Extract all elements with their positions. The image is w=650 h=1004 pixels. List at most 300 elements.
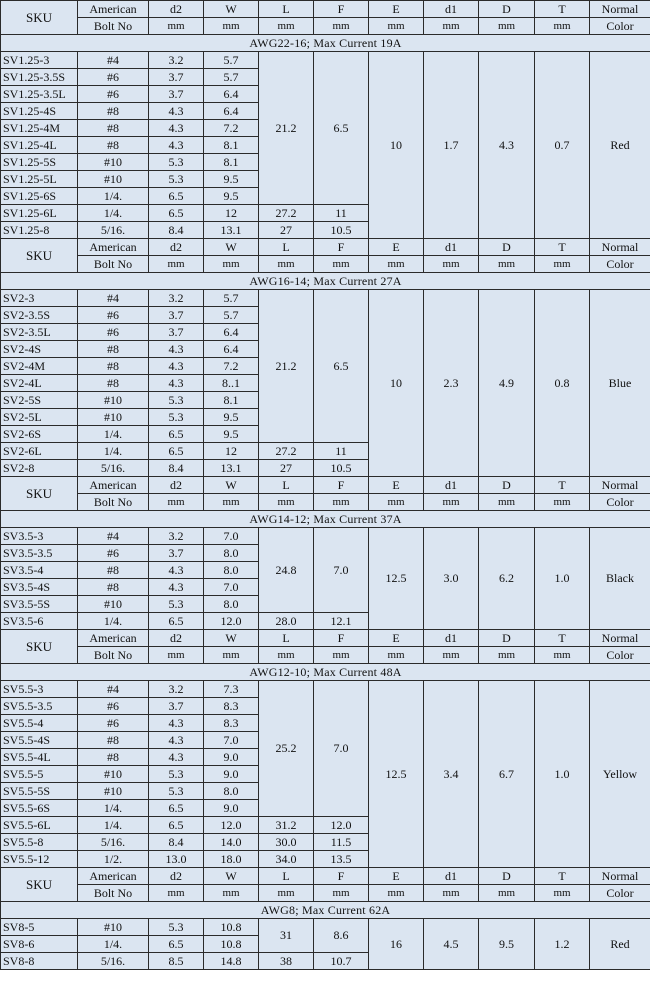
- cell-l: 28.0: [259, 613, 314, 630]
- cell-l: 30.0: [259, 834, 314, 851]
- header-d1: d1: [424, 630, 479, 647]
- cell-w: 13.1: [204, 460, 259, 477]
- cell-bolt: #6: [78, 698, 149, 715]
- cell-bolt: #8: [78, 732, 149, 749]
- cell-d2: 6.5: [149, 426, 204, 443]
- header-color: Color: [590, 885, 650, 902]
- cell-bolt: #10: [78, 171, 149, 188]
- cell-t: 1.2: [535, 919, 590, 970]
- header-w: W: [204, 1, 259, 18]
- header-f: F: [314, 477, 369, 494]
- header-unit-row: [1, 647, 650, 664]
- header-unit-e: mm: [369, 885, 424, 902]
- cell-bolt: #10: [78, 596, 149, 613]
- cell-color: Blue: [590, 290, 650, 477]
- cell-sku: SV8-6: [1, 936, 78, 953]
- cell-color: Red: [590, 52, 650, 239]
- cell-d2: 6.5: [149, 205, 204, 222]
- cell-sku: SV3.5-4S: [1, 579, 78, 596]
- cell-w: 12.0: [204, 817, 259, 834]
- cell-sku: SV2-4L: [1, 375, 78, 392]
- cell-w: 8.0: [204, 545, 259, 562]
- group-title: AWG22-16; Max Current 19A: [1, 35, 650, 52]
- group-title-row: [1, 273, 650, 290]
- cell-d2: 3.2: [149, 681, 204, 698]
- cell-sku: SV8-5: [1, 919, 78, 936]
- cell-sku: SV5.5-4: [1, 715, 78, 732]
- cell-bolt: #10: [78, 154, 149, 171]
- header-unit-w: mm: [204, 494, 259, 511]
- cell-f: 7.0: [314, 681, 369, 817]
- header-unit-d1: mm: [424, 18, 479, 35]
- cell-w: 5.7: [204, 307, 259, 324]
- cell-d1: 1.7: [424, 52, 479, 239]
- cell-l: 38: [259, 953, 314, 970]
- cell-w: 8.3: [204, 698, 259, 715]
- cell-f: 10.7: [314, 953, 369, 970]
- cell-d2: 8.5: [149, 953, 204, 970]
- header-f: F: [314, 868, 369, 885]
- header-unit-t: mm: [535, 494, 590, 511]
- cell-sku: SV5.5-4L: [1, 749, 78, 766]
- cell-f: 13.5: [314, 851, 369, 868]
- cell-w: 6.4: [204, 324, 259, 341]
- cell-e: 12.5: [369, 528, 424, 630]
- cell-bolt: #4: [78, 681, 149, 698]
- cell-d2: 6.5: [149, 188, 204, 205]
- cell-color: Red: [590, 919, 650, 970]
- group-title: AWG14-12; Max Current 37A: [1, 511, 650, 528]
- cell-d2: 5.3: [149, 783, 204, 800]
- cell-w: 8.0: [204, 783, 259, 800]
- cell-d2: 4.3: [149, 579, 204, 596]
- header-w: W: [204, 868, 259, 885]
- cell-f: 11: [314, 443, 369, 460]
- cell-bolt: #4: [78, 52, 149, 69]
- cell-l: 34.0: [259, 851, 314, 868]
- cell-sku: SV5.5-8: [1, 834, 78, 851]
- cell-bolt: #6: [78, 86, 149, 103]
- header-normal: Normal: [590, 630, 650, 647]
- cell-e: 10: [369, 290, 424, 477]
- cell-sku: SV2-3.5S: [1, 307, 78, 324]
- header-unit-l: mm: [259, 18, 314, 35]
- cell-d2: 4.3: [149, 358, 204, 375]
- cell-sku: SV2-6L: [1, 443, 78, 460]
- cell-d2: 6.5: [149, 613, 204, 630]
- cell-bolt: 1/4.: [78, 800, 149, 817]
- cell-d2: 5.3: [149, 766, 204, 783]
- header-unit-w: mm: [204, 256, 259, 273]
- cell-w: 12: [204, 205, 259, 222]
- header-unit-row: [1, 494, 650, 511]
- cell-d: 9.5: [479, 919, 535, 970]
- header-unit-d2: mm: [149, 494, 204, 511]
- group-title-row: [1, 902, 650, 919]
- cell-t: 1.0: [535, 528, 590, 630]
- header-unit-d1: mm: [424, 494, 479, 511]
- cell-sku: SV1.25-8: [1, 222, 78, 239]
- cell-sku: SV1.25-6S: [1, 188, 78, 205]
- cell-d2: 5.3: [149, 919, 204, 936]
- group-title-row: [1, 664, 650, 681]
- cell-f: 12.0: [314, 817, 369, 834]
- header-w: W: [204, 477, 259, 494]
- header-l: L: [259, 477, 314, 494]
- cell-bolt: #8: [78, 579, 149, 596]
- header-d: D: [479, 868, 535, 885]
- cell-bolt: 1/4.: [78, 426, 149, 443]
- header-t: T: [535, 239, 590, 256]
- cell-bolt: #8: [78, 103, 149, 120]
- cell-w: 9.0: [204, 766, 259, 783]
- group-title: AWG8; Max Current 62A: [1, 902, 650, 919]
- header-unit-l: mm: [259, 256, 314, 273]
- cell-w: 18.0: [204, 851, 259, 868]
- cell-sku: SV1.25-4L: [1, 137, 78, 154]
- header-unit-w: mm: [204, 18, 259, 35]
- cell-w: 14.0: [204, 834, 259, 851]
- cell-f: 7.0: [314, 528, 369, 613]
- cell-w: 7.2: [204, 358, 259, 375]
- header-unit-e: mm: [369, 647, 424, 664]
- table-row: [1, 52, 650, 69]
- cell-sku: SV3.5-4: [1, 562, 78, 579]
- cell-sku: SV3.5-3: [1, 528, 78, 545]
- header-d: D: [479, 477, 535, 494]
- header-american: American: [78, 868, 149, 885]
- cell-w: 5.7: [204, 290, 259, 307]
- cell-bolt: 5/16.: [78, 953, 149, 970]
- cell-d2: 8.4: [149, 834, 204, 851]
- header-color: Color: [590, 256, 650, 273]
- cell-w: 8.0: [204, 596, 259, 613]
- header-e: E: [369, 239, 424, 256]
- cell-w: 10.8: [204, 919, 259, 936]
- cell-f: 11: [314, 205, 369, 222]
- header-unit-e: mm: [369, 256, 424, 273]
- cell-d: 6.7: [479, 681, 535, 868]
- header-unit-d1: mm: [424, 647, 479, 664]
- cell-d2: 13.0: [149, 851, 204, 868]
- header-sku: SKU: [1, 239, 78, 273]
- header-unit-d1: mm: [424, 256, 479, 273]
- group-title-row: [1, 35, 650, 52]
- cell-w: 14.8: [204, 953, 259, 970]
- header-row: [1, 1, 650, 18]
- table-row: [1, 919, 650, 936]
- cell-d2: 5.3: [149, 392, 204, 409]
- header-e: E: [369, 477, 424, 494]
- cell-sku: SV2-5L: [1, 409, 78, 426]
- cell-bolt: 1/4.: [78, 613, 149, 630]
- cell-sku: SV5.5-4S: [1, 732, 78, 749]
- header-unit-d1: mm: [424, 885, 479, 902]
- cell-d2: 4.3: [149, 341, 204, 358]
- cell-e: 10: [369, 52, 424, 239]
- cell-sku: SV2-3.5L: [1, 324, 78, 341]
- cell-bolt: #6: [78, 715, 149, 732]
- header-unit-d: mm: [479, 885, 535, 902]
- header-w: W: [204, 630, 259, 647]
- header-unit-l: mm: [259, 647, 314, 664]
- header-american: American: [78, 1, 149, 18]
- cell-l: 24.8: [259, 528, 314, 613]
- header-row: [1, 477, 650, 494]
- cell-bolt: #10: [78, 409, 149, 426]
- cell-d2: 3.2: [149, 290, 204, 307]
- header-unit-d: mm: [479, 647, 535, 664]
- cell-bolt: #8: [78, 375, 149, 392]
- header-d2: d2: [149, 1, 204, 18]
- cell-bolt: 1/4.: [78, 817, 149, 834]
- cell-sku: SV2-5S: [1, 392, 78, 409]
- cell-sku: SV5.5-12: [1, 851, 78, 868]
- cell-d2: 6.5: [149, 800, 204, 817]
- header-unit-d2: mm: [149, 256, 204, 273]
- cell-sku: SV2-3: [1, 290, 78, 307]
- header-e: E: [369, 1, 424, 18]
- cell-w: 5.7: [204, 52, 259, 69]
- header-unit-t: mm: [535, 647, 590, 664]
- cell-d2: 4.3: [149, 120, 204, 137]
- cell-sku: SV5.5-3: [1, 681, 78, 698]
- cell-w: 12: [204, 443, 259, 460]
- cell-bolt: 1/2.: [78, 851, 149, 868]
- header-bolt-no: Bolt No: [78, 18, 149, 35]
- cell-l: 27.2: [259, 205, 314, 222]
- cell-f: 6.5: [314, 52, 369, 205]
- cell-w: 9.0: [204, 749, 259, 766]
- cell-sku: SV2-4S: [1, 341, 78, 358]
- cell-w: 9.5: [204, 188, 259, 205]
- cell-t: 0.8: [535, 290, 590, 477]
- cell-w: 6.4: [204, 103, 259, 120]
- cell-bolt: #10: [78, 392, 149, 409]
- header-normal: Normal: [590, 477, 650, 494]
- header-sku: SKU: [1, 630, 78, 664]
- cell-d2: 3.7: [149, 307, 204, 324]
- header-unit-w: mm: [204, 885, 259, 902]
- cell-bolt: 1/4.: [78, 205, 149, 222]
- cell-sku: SV5.5-6S: [1, 800, 78, 817]
- cell-sku: SV1.25-4M: [1, 120, 78, 137]
- cell-color: Black: [590, 528, 650, 630]
- header-american: American: [78, 630, 149, 647]
- cell-bolt: #8: [78, 120, 149, 137]
- cell-d2: 3.7: [149, 545, 204, 562]
- cell-d2: 4.3: [149, 562, 204, 579]
- header-unit-t: mm: [535, 18, 590, 35]
- header-unit-e: mm: [369, 494, 424, 511]
- header-w: W: [204, 239, 259, 256]
- cell-w: 9.0: [204, 800, 259, 817]
- header-t: T: [535, 630, 590, 647]
- cell-e: 16: [369, 919, 424, 970]
- header-row: [1, 630, 650, 647]
- header-l: L: [259, 239, 314, 256]
- cell-l: 31: [259, 919, 314, 953]
- header-unit-row: [1, 885, 650, 902]
- cell-w: 12.0: [204, 613, 259, 630]
- header-d1: d1: [424, 239, 479, 256]
- cell-sku: SV5.5-5: [1, 766, 78, 783]
- cell-sku: SV2-6S: [1, 426, 78, 443]
- header-bolt-no: Bolt No: [78, 494, 149, 511]
- header-e: E: [369, 630, 424, 647]
- cell-w: 8.1: [204, 154, 259, 171]
- header-normal: Normal: [590, 868, 650, 885]
- header-d: D: [479, 239, 535, 256]
- cell-bolt: 1/4.: [78, 188, 149, 205]
- header-d2: d2: [149, 868, 204, 885]
- cell-e: 12.5: [369, 681, 424, 868]
- header-unit-d: mm: [479, 256, 535, 273]
- cell-l: 27: [259, 460, 314, 477]
- cell-bolt: #4: [78, 290, 149, 307]
- header-sku: SKU: [1, 1, 78, 35]
- cell-d2: 3.7: [149, 698, 204, 715]
- cell-sku: SV1.25-6L: [1, 205, 78, 222]
- cell-bolt: #8: [78, 562, 149, 579]
- cell-w: 8.0: [204, 562, 259, 579]
- cell-d: 4.9: [479, 290, 535, 477]
- cell-d2: 4.3: [149, 375, 204, 392]
- cell-bolt: #6: [78, 545, 149, 562]
- group-title: AWG16-14; Max Current 27A: [1, 273, 650, 290]
- header-unit-d2: mm: [149, 885, 204, 902]
- cell-w: 5.7: [204, 69, 259, 86]
- cell-d2: 8.4: [149, 460, 204, 477]
- cell-sku: SV8-8: [1, 953, 78, 970]
- header-f: F: [314, 630, 369, 647]
- cell-d2: 3.7: [149, 86, 204, 103]
- header-d1: d1: [424, 868, 479, 885]
- header-d2: d2: [149, 477, 204, 494]
- table-row: [1, 681, 650, 698]
- cell-l: 27.2: [259, 443, 314, 460]
- cell-sku: SV3.5-3.5: [1, 545, 78, 562]
- cell-w: 13.1: [204, 222, 259, 239]
- cell-d1: 4.5: [424, 919, 479, 970]
- cell-w: 6.4: [204, 341, 259, 358]
- table-row: [1, 290, 650, 307]
- header-normal: Normal: [590, 1, 650, 18]
- cell-sku: SV5.5-3.5: [1, 698, 78, 715]
- cell-d2: 5.3: [149, 596, 204, 613]
- header-unit-l: mm: [259, 494, 314, 511]
- header-d1: d1: [424, 1, 479, 18]
- cell-d2: 3.7: [149, 69, 204, 86]
- cell-bolt: #6: [78, 307, 149, 324]
- cell-d2: 8.4: [149, 222, 204, 239]
- cell-d2: 5.3: [149, 409, 204, 426]
- cell-d2: 4.3: [149, 732, 204, 749]
- cell-bolt: 1/4.: [78, 936, 149, 953]
- table-body: [1, 1, 650, 970]
- cell-bolt: 5/16.: [78, 222, 149, 239]
- group-title: AWG12-10; Max Current 48A: [1, 664, 650, 681]
- cell-bolt: 5/16.: [78, 460, 149, 477]
- header-sku: SKU: [1, 477, 78, 511]
- cell-f: 6.5: [314, 290, 369, 443]
- cell-bolt: #10: [78, 766, 149, 783]
- cell-bolt: #8: [78, 749, 149, 766]
- header-unit-d: mm: [479, 18, 535, 35]
- header-color: Color: [590, 494, 650, 511]
- header-unit-f: mm: [314, 885, 369, 902]
- cell-w: 7.0: [204, 528, 259, 545]
- cell-d2: 3.2: [149, 528, 204, 545]
- cell-w: 7.2: [204, 120, 259, 137]
- cell-f: 10.5: [314, 460, 369, 477]
- header-color: Color: [590, 18, 650, 35]
- header-d: D: [479, 630, 535, 647]
- cell-sku: SV3.5-6: [1, 613, 78, 630]
- cell-w: 6.4: [204, 86, 259, 103]
- header-t: T: [535, 1, 590, 18]
- header-normal: Normal: [590, 239, 650, 256]
- header-f: F: [314, 1, 369, 18]
- cell-w: 8..1: [204, 375, 259, 392]
- cell-sku: SV5.5-6L: [1, 817, 78, 834]
- cell-sku: SV1.25-3.5L: [1, 86, 78, 103]
- cell-l: 21.2: [259, 52, 314, 205]
- header-unit-d: mm: [479, 494, 535, 511]
- cell-f: 11.5: [314, 834, 369, 851]
- header-unit-f: mm: [314, 18, 369, 35]
- header-unit-e: mm: [369, 18, 424, 35]
- header-bolt-no: Bolt No: [78, 647, 149, 664]
- cell-w: 10.8: [204, 936, 259, 953]
- cell-sku: SV1.25-5S: [1, 154, 78, 171]
- cell-d2: 4.3: [149, 137, 204, 154]
- cell-bolt: #6: [78, 69, 149, 86]
- cell-sku: SV1.25-3: [1, 52, 78, 69]
- header-bolt-no: Bolt No: [78, 256, 149, 273]
- cell-d1: 3.4: [424, 681, 479, 868]
- header-unit-f: mm: [314, 494, 369, 511]
- cell-w: 8.1: [204, 392, 259, 409]
- cell-sku: SV2-8: [1, 460, 78, 477]
- cell-w: 9.5: [204, 409, 259, 426]
- header-bolt-no: Bolt No: [78, 885, 149, 902]
- cell-sku: SV1.25-5L: [1, 171, 78, 188]
- header-unit-t: mm: [535, 885, 590, 902]
- cell-bolt: #10: [78, 783, 149, 800]
- cell-f: 10.5: [314, 222, 369, 239]
- cell-f: 12.1: [314, 613, 369, 630]
- cell-w: 8.1: [204, 137, 259, 154]
- cell-l: 21.2: [259, 290, 314, 443]
- header-d2: d2: [149, 630, 204, 647]
- header-row: [1, 868, 650, 885]
- header-t: T: [535, 868, 590, 885]
- cell-d2: 5.3: [149, 154, 204, 171]
- cell-l: 27: [259, 222, 314, 239]
- cell-bolt: #10: [78, 919, 149, 936]
- cell-bolt: #4: [78, 528, 149, 545]
- header-l: L: [259, 630, 314, 647]
- header-d2: d2: [149, 239, 204, 256]
- cell-bolt: #8: [78, 137, 149, 154]
- cell-sku: SV5.5-5S: [1, 783, 78, 800]
- cell-d2: 3.2: [149, 52, 204, 69]
- cell-l: 31.2: [259, 817, 314, 834]
- cell-l: 25.2: [259, 681, 314, 817]
- cell-sku: SV2-4M: [1, 358, 78, 375]
- header-unit-row: [1, 18, 650, 35]
